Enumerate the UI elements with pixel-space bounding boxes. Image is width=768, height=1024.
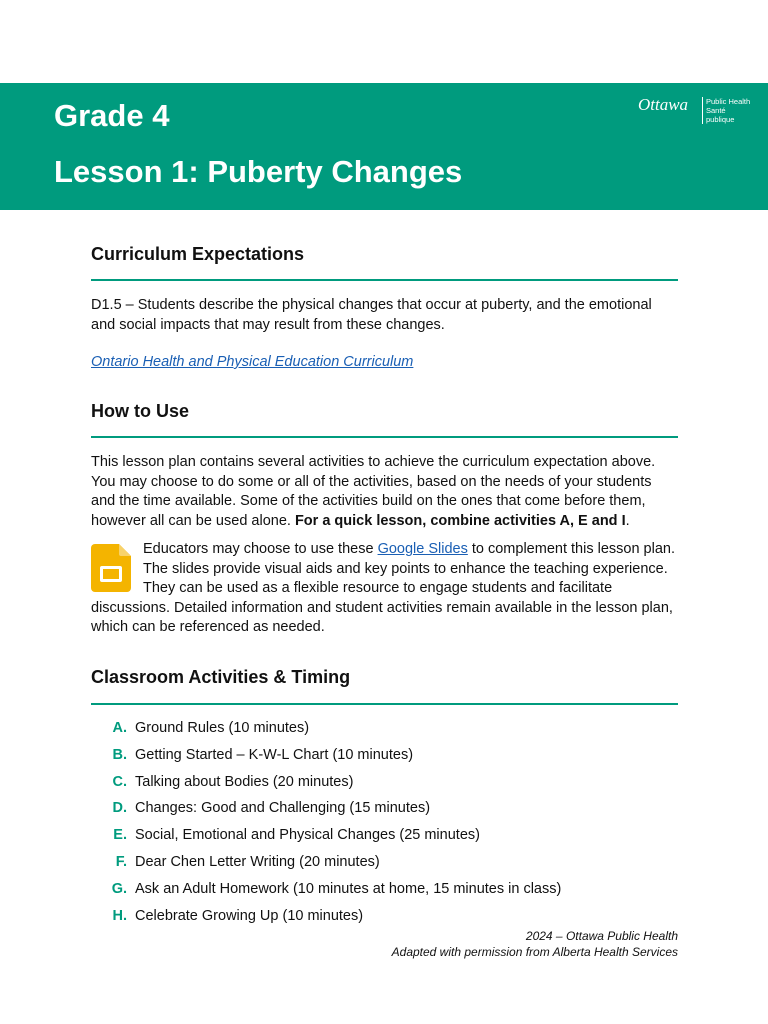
item-letter: A. — [112, 720, 127, 736]
logo-subtitle-en: Public Health — [706, 97, 751, 106]
section-divider — [91, 703, 678, 705]
slides-text-before: Educators may choose to use these — [143, 541, 378, 557]
list-item — [91, 772, 678, 799]
ottawa-public-health-logo — [638, 94, 756, 124]
curriculum-text: D1.5 – Students describe the physical changes that occur at puberty, and the emotional and social impacts that may result from these changes. — [91, 297, 652, 333]
curriculum-heading: Curriculum Expectations — [91, 244, 305, 264]
list-item — [91, 745, 678, 772]
slides-text-after: to complement this lesson plan. The slides provide visual aids and key points to enhance the teaching experience. They can be used as a flexible resource to engage students and facilitate discussions. Detailed information and student activities remain available in the lesson plan, which can be referenced as needed. — [91, 541, 675, 635]
item-letter: H. — [112, 907, 127, 924]
item-text: Dear Chen Letter Writing (20 minutes) — [135, 853, 380, 870]
logo-wordmark: Ottawa — [638, 95, 689, 114]
google-slides-link[interactable]: Google Slides — [377, 541, 468, 557]
item-text: Celebrate Growing Up (10 minutes) — [135, 907, 364, 924]
how-to-use-end: . — [625, 512, 630, 529]
how-to-use-text — [91, 453, 678, 531]
item-letter: B. — [112, 746, 127, 763]
footer-attribution: Adapted with permission from Alberta Health Services — [391, 945, 678, 959]
slides-paragraph — [91, 540, 681, 638]
logo-subtitle-fr: Santé publique — [706, 106, 735, 124]
list-item — [91, 852, 678, 879]
item-letter: G. — [111, 880, 127, 897]
logo-subtitle — [702, 97, 756, 124]
footer-copyright: 2024 – Ottawa Public Health — [525, 929, 678, 943]
item-text: Social, Emotional and Physical Changes (25 minutes) — [135, 827, 480, 844]
item-letter: E. — [113, 827, 127, 844]
activities-heading: Classroom Activities & Timing — [91, 667, 351, 687]
item-text: Changes: Good and Challenging (15 minutes) — [135, 800, 431, 817]
how-to-use-heading: How to Use — [91, 401, 190, 421]
lesson-title: Lesson 1: Puberty Changes — [54, 154, 463, 189]
item-letter: C. — [112, 773, 127, 790]
list-item — [91, 798, 678, 825]
grade-title: Grade 4 — [54, 98, 170, 133]
item-letter: F. — [115, 853, 127, 870]
section-divider — [91, 279, 678, 281]
list-item — [91, 825, 678, 852]
activities-list — [91, 718, 678, 932]
list-item — [91, 879, 678, 906]
item-text: Talking about Bodies (20 minutes) — [135, 773, 354, 790]
list-item — [91, 718, 678, 745]
page-footer — [392, 928, 678, 960]
item-text: Ask an Adult Homework (10 minutes at home, 15 minutes in class) — [135, 880, 562, 897]
item-text: Getting Started – K-W-L Chart (10 minutes) — [135, 746, 414, 763]
section-divider — [91, 436, 678, 438]
how-to-use-plain: This lesson plan contains several activities to achieve the curriculum expectation above. You may choose to do some or all of the activities, based on the needs of your students and the time available. Some of the activities build on the ones that come before them, however all can be used alone. — [91, 454, 656, 529]
item-text: Ground Rules (10 minutes) — [135, 720, 310, 736]
quick-lesson-note: For a quick lesson, combine activities A, E and I — [294, 512, 626, 529]
item-letter: D. — [112, 800, 127, 817]
google-slides-icon — [91, 544, 131, 592]
curriculum-link-paragraph — [91, 353, 678, 373]
curriculum-link[interactable]: Ontario Health and Physical Education Curriculum — [91, 354, 414, 370]
